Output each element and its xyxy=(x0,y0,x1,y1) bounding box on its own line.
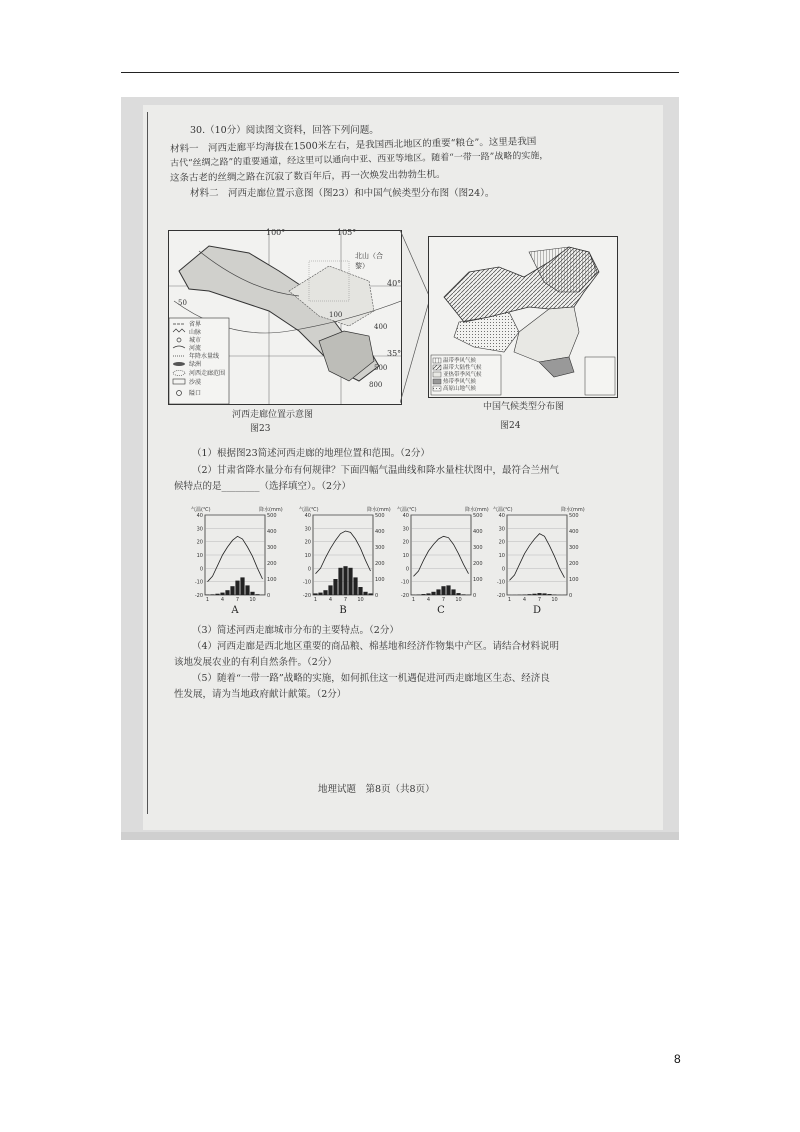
legend-precip-line: 年降水量线 xyxy=(189,353,220,360)
hexi-corridor-map xyxy=(168,230,402,405)
precip-tick-label: 200 xyxy=(569,561,579,567)
temp-tick-label: 40 xyxy=(498,513,505,519)
map23-title: 河西走廊位置示意图 xyxy=(232,410,314,420)
precip-bar xyxy=(532,594,536,595)
precip-bar xyxy=(436,589,440,595)
precip-tick-label: 300 xyxy=(267,545,277,551)
precip-tick-label: 200 xyxy=(473,561,483,567)
temp-curve xyxy=(208,536,263,581)
map24-title: 中国气候类型分布图 xyxy=(483,402,565,412)
temp-tick-label: 30 xyxy=(196,526,203,533)
precip-bar xyxy=(230,586,234,595)
temp-tick-label: -20 xyxy=(302,593,311,599)
temp-tick-label: -20 xyxy=(400,593,409,599)
precip-bar xyxy=(338,568,342,595)
climate-chart-c xyxy=(391,503,493,619)
scan-bottom-edge xyxy=(121,832,679,840)
precip-axis-label: 降水(mm) xyxy=(367,507,391,513)
precip-tick-label: 0 xyxy=(267,593,271,599)
map23-fig: 图23 xyxy=(250,424,271,434)
temp-tick-label: -20 xyxy=(194,593,203,599)
precip-bar xyxy=(348,568,352,595)
precip-tick-label: 500 xyxy=(375,513,385,519)
precip-bar xyxy=(333,579,337,595)
precip-tick-label: 0 xyxy=(473,593,477,599)
precip-bar xyxy=(446,585,450,595)
map23-lat-35: 35° xyxy=(387,349,402,358)
precip-bar xyxy=(323,590,327,595)
temp-tick-label: 0 xyxy=(405,566,409,573)
precip-tick-label: 500 xyxy=(473,513,483,519)
precip-bar xyxy=(353,577,357,595)
month-tick-label: 10 xyxy=(357,597,364,603)
temp-axis-label: 气温(℃) xyxy=(493,507,513,513)
climate-chart-d xyxy=(487,503,589,619)
precip-bar xyxy=(441,586,445,595)
precip-bar xyxy=(542,593,546,595)
month-tick-label: 1 xyxy=(411,597,416,603)
temp-curve xyxy=(316,531,371,574)
precip-bar xyxy=(451,589,455,595)
temp-tick-label: 40 xyxy=(304,513,311,519)
precip-tick-label: 0 xyxy=(569,593,573,599)
precip-tick-label: 300 xyxy=(473,545,483,551)
temp-tick-label: 10 xyxy=(498,553,505,559)
legend-city: 城市 xyxy=(189,337,202,344)
chart-title: C xyxy=(437,605,445,615)
month-tick-label: 1 xyxy=(507,597,512,603)
precip-bar xyxy=(358,587,362,595)
legend-river: 河流 xyxy=(189,345,202,352)
precip-bar xyxy=(225,590,229,595)
month-tick-label: 7 xyxy=(343,597,348,603)
climate-legend-5: 高原山地气候 xyxy=(443,386,477,392)
map23-iso-50: 50 xyxy=(178,299,187,307)
month-tick-label: 1 xyxy=(313,597,318,603)
precip-tick-label: 400 xyxy=(375,529,385,535)
temp-tick-label: -10 xyxy=(496,579,505,586)
precip-tick-label: 200 xyxy=(267,561,277,567)
margin-rule xyxy=(147,112,148,814)
precip-tick-label: 300 xyxy=(375,545,385,551)
climate-legend-3: 亚热带季风气候 xyxy=(443,372,482,378)
precip-tick-label: 0 xyxy=(375,593,379,599)
header-rule xyxy=(121,72,679,73)
sub-question-5a: （5）随着“一带一路”战略的实施，如何抓住这一机遇促进河西走廊地区生态、经济良 xyxy=(192,673,550,684)
precip-tick-label: 400 xyxy=(473,529,483,535)
sub-question-4a: （4）河西走廊是西北地区重要的商品粮、棉基地和经济作物集中产区。请结合材料说明 xyxy=(192,641,560,652)
precip-axis-label: 降水(mm) xyxy=(561,507,585,513)
month-tick-label: 1 xyxy=(205,597,210,603)
month-tick-label: 4 xyxy=(522,597,527,603)
map23-iso-400: 400 xyxy=(374,323,388,331)
precip-axis-label: 降水(mm) xyxy=(465,507,489,513)
month-tick-label: 10 xyxy=(551,597,558,603)
temp-tick-label: 10 xyxy=(304,553,311,559)
map24-fig: 图24 xyxy=(500,421,521,431)
map23-lon-105: 105° xyxy=(337,228,357,237)
precip-tick-label: 300 xyxy=(569,545,579,551)
precip-bar xyxy=(313,593,317,595)
precip-bar xyxy=(245,585,249,595)
precip-bar xyxy=(537,593,541,595)
temp-tick-label: 20 xyxy=(498,539,505,546)
map23-lon-100: 100° xyxy=(266,228,286,237)
precip-bar xyxy=(250,592,254,595)
temp-tick-label: 0 xyxy=(199,566,203,573)
month-tick-label: 4 xyxy=(426,597,431,603)
precip-tick-label: 500 xyxy=(267,513,277,519)
precip-bar xyxy=(547,594,551,595)
chart-title: D xyxy=(532,605,542,615)
sub-question-2a: （2）甘肃省降水量分布有何规律？下面四幅气温曲线和降水量柱状图中，最符合兰州气 xyxy=(192,465,560,476)
temp-tick-label: 10 xyxy=(196,553,203,559)
map23-iso-500: 500 xyxy=(374,364,388,372)
precip-tick-label: 100 xyxy=(473,577,483,583)
precip-bar xyxy=(368,593,372,595)
month-tick-label: 10 xyxy=(455,597,462,603)
precip-bar xyxy=(421,594,425,595)
temp-tick-label: 10 xyxy=(402,553,409,559)
legend-oasis: 绿洲 xyxy=(189,361,202,368)
climate-chart-a xyxy=(185,503,287,619)
climate-chart-b xyxy=(293,503,395,619)
precip-axis-label: 降水(mm) xyxy=(259,507,283,513)
precip-tick-label: 100 xyxy=(267,577,277,583)
sub-question-2b: 候特点的是________（选择填空）。（2分） xyxy=(174,481,352,492)
temp-tick-label: -10 xyxy=(302,579,311,586)
precip-bar xyxy=(343,566,347,595)
temp-tick-label: 30 xyxy=(304,526,311,533)
material-one-line1: 材料一 河西走廊平均海拔在1500米左右，是我国西北地区的重要“粮仓”。这里是我国 xyxy=(169,136,537,155)
precip-bar xyxy=(215,594,219,595)
sub-question-5b: 性发展，请为当地政府献计献策。（2分） xyxy=(174,689,347,700)
temp-axis-label: 气温(℃) xyxy=(397,507,417,513)
precip-bar xyxy=(363,592,367,595)
temp-tick-label: 20 xyxy=(196,539,203,546)
precip-tick-label: 100 xyxy=(569,577,579,583)
temp-tick-label: 30 xyxy=(498,526,505,533)
climate-chart-b-svg xyxy=(293,503,395,615)
precip-bar xyxy=(318,593,322,595)
month-tick-label: 7 xyxy=(537,597,542,603)
temp-tick-label: 40 xyxy=(402,513,409,519)
month-tick-label: 4 xyxy=(220,597,225,603)
page-number: 8 xyxy=(674,1052,681,1066)
chart-title: B xyxy=(339,605,347,615)
precip-tick-label: 100 xyxy=(375,577,385,583)
temp-axis-label: 气温(℃) xyxy=(191,507,211,513)
month-tick-label: 10 xyxy=(249,597,256,603)
chart-title: A xyxy=(231,605,239,615)
month-tick-label: 7 xyxy=(235,597,240,603)
climate-chart-a-svg xyxy=(185,503,287,615)
legend-desert: 沙漠 xyxy=(189,379,202,386)
precip-tick-label: 400 xyxy=(267,529,277,535)
climate-legend-2: 温带大陆性气候 xyxy=(443,365,482,371)
material-one-line3: 这条古老的丝绸之路在沉寂了数百年后，再一次焕发出勃勃生机。 xyxy=(169,169,446,184)
precip-bar xyxy=(220,593,224,595)
temp-tick-label: 40 xyxy=(196,513,203,519)
sub-question-1: （1）根据图23简述河西走廊的地理位置和范围。（2分） xyxy=(192,448,430,459)
map23-iso-800: 800 xyxy=(369,381,383,389)
temp-tick-label: 0 xyxy=(307,566,311,573)
precip-bar xyxy=(461,594,465,595)
climate-legend-1: 温带季风气候 xyxy=(443,358,477,364)
legend-province-border: 省界 xyxy=(189,321,202,328)
temp-tick-label: 20 xyxy=(402,539,409,546)
precip-bar xyxy=(235,581,239,595)
precip-bar xyxy=(240,577,244,595)
temp-tick-label: 30 xyxy=(402,526,409,533)
precip-bar xyxy=(210,594,214,595)
precip-bar xyxy=(255,594,259,595)
temp-tick-label: 0 xyxy=(501,566,505,573)
temp-tick-label: -20 xyxy=(496,593,505,599)
precip-tick-label: 400 xyxy=(569,529,579,535)
month-tick-label: 4 xyxy=(328,597,333,603)
map23-inset-label: 北山（合黎） xyxy=(355,252,383,270)
climate-legend-4: 热带季风气候 xyxy=(443,379,477,385)
precip-bar xyxy=(431,592,435,595)
question-title: 30.（10分）阅读图文资料，回答下列问题。 xyxy=(190,125,379,136)
temp-tick-label: 20 xyxy=(304,539,311,546)
map-connector xyxy=(400,230,430,403)
legend-corridor-range: 河西走廊范围 xyxy=(189,370,226,377)
material-one-line2: 古代“丝绸之路”的重要通道，经这里可以通向中亚、西亚等地区。随着“一带一路”战略的实施， xyxy=(169,151,549,169)
temp-tick-label: -10 xyxy=(400,579,409,586)
legend-mountain: 山脉 xyxy=(189,329,202,336)
climate-chart-d-svg xyxy=(487,503,589,615)
sub-question-4b: 该地发展农业的有利自然条件。（2分） xyxy=(174,657,337,668)
precip-tick-label: 500 xyxy=(569,513,579,519)
temp-tick-label: -10 xyxy=(194,579,203,586)
sub-question-3: （3）简述河西走廊城市分布的主要特点。（2分） xyxy=(192,625,399,636)
map23-iso-100: 100 xyxy=(329,311,343,319)
exam-footer: 地理试题 第8页（共8页） xyxy=(318,784,435,795)
material-two: 材料二 河西走廊位置示意图（图23）和中国气候类型分布图（图24）。 xyxy=(190,188,495,199)
temp-axis-label: 气温(℃) xyxy=(299,507,319,513)
precip-bar xyxy=(456,593,460,595)
map23-lat-40: 40° xyxy=(387,279,402,288)
month-tick-label: 7 xyxy=(441,597,446,603)
china-climate-map xyxy=(428,236,618,398)
climate-chart-c-svg xyxy=(391,503,493,615)
temp-curve xyxy=(414,536,469,576)
legend-pass: 隘口 xyxy=(189,390,202,397)
temp-curve xyxy=(510,534,565,581)
precip-bar xyxy=(328,585,332,595)
precip-bar xyxy=(527,594,531,595)
precip-tick-label: 200 xyxy=(375,561,385,567)
precip-bar xyxy=(426,593,430,595)
